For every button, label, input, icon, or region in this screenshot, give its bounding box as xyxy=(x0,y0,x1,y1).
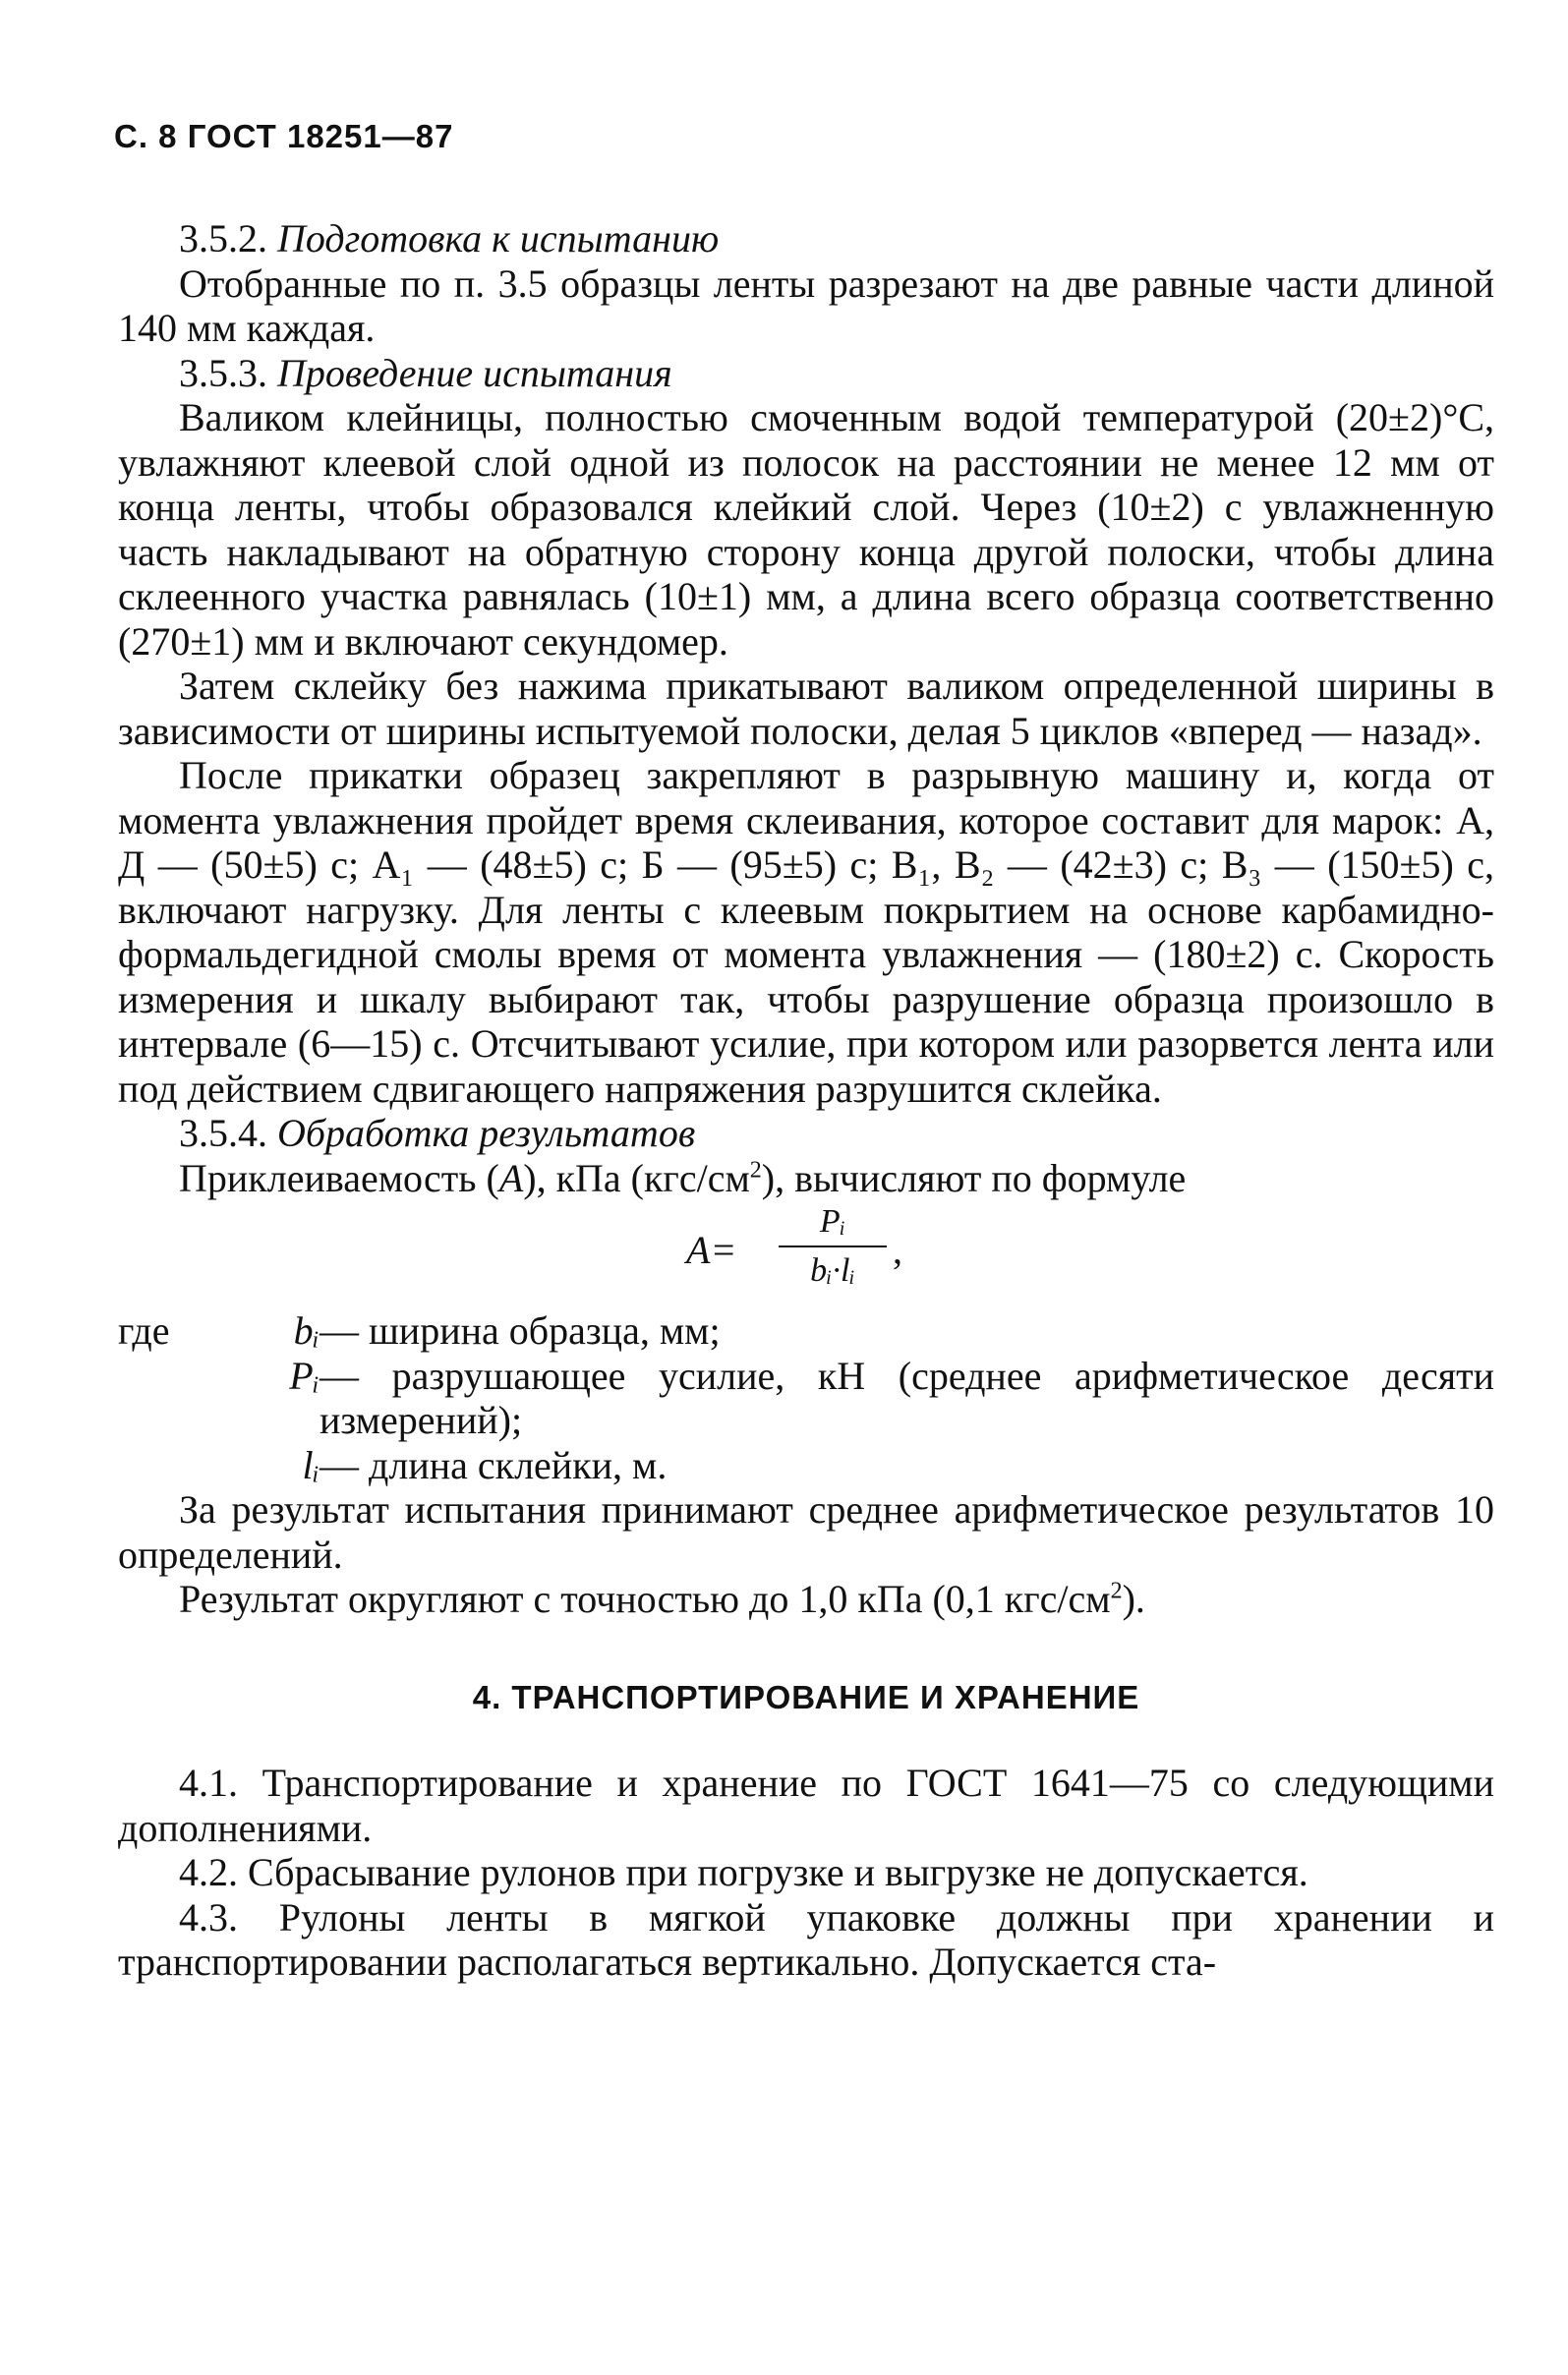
subsection-3-5-3-heading xyxy=(118,351,1494,396)
subsection-number: 3.5.2. xyxy=(179,216,267,261)
section-4-title: 4. ТРАНСПОРТИРОВАНИЕ И ХРАНЕНИЕ xyxy=(472,1678,1140,1715)
subsection-number: 3.5.3. xyxy=(179,350,267,395)
subsection-title: Проведение испытания xyxy=(277,350,672,395)
subsection-number: 3.5.4. xyxy=(179,1111,267,1155)
formula-fraction xyxy=(779,1202,887,1291)
formula-intro xyxy=(118,1156,1494,1201)
where-label: где xyxy=(118,1308,170,1353)
variable-description: — разрушающее усилие, кН (среднее арифметическое десяти измерений); xyxy=(319,1353,1494,1442)
symbol: A xyxy=(498,1155,524,1200)
variable-description: — длина склейки, м. xyxy=(319,1442,668,1487)
variable-definitions xyxy=(118,1308,1494,1487)
rounding-note xyxy=(118,1577,1494,1622)
fraction-bar xyxy=(779,1245,887,1247)
document-body xyxy=(118,216,1494,1985)
page-header: С. 8 ГОСТ 18251—87 xyxy=(114,118,454,154)
section-item: 4.3. Рулоны ленты в мягкой упаковке должны при хранении и транспортировании располагаться вертикально. Допускается ста- xyxy=(118,1894,1494,1984)
definition-row xyxy=(118,1354,1494,1443)
section-item: 4.2. Сбрасывание рулонов при погрузке и выгрузке не допускается. xyxy=(179,1850,1308,1894)
superscript: 2 xyxy=(749,1157,762,1184)
formula-lhs: A= xyxy=(686,1228,737,1272)
superscript: 2 xyxy=(1110,1578,1123,1604)
text-fragment: ), вычисляют по формуле xyxy=(761,1155,1187,1200)
subsection-3-5-4-heading xyxy=(118,1111,1494,1156)
subsection-title: Обработка результатов xyxy=(277,1111,696,1155)
formula xyxy=(118,1200,1494,1308)
paragraph: После прикатки образец закрепляют в разрывную машину и, когда от момента увлажнения пройдет время склеивания, которое составит для марок: А, Д — (50±5) с; А₁ — (48±5) с; Б — (95±5) с; В₁, В₂ — (42±3) с; В₃ — (150±5) с, включают нагрузку. Для ленты с клеевым покрытием на основе карбамидно-формальдегидной смолы время от момента увлажнения — (180±2) с. Скорость измерения и шкалу выбирают так, чтобы разрушение образца произошло в интервале (6—15) с. Отсчитывают усилие, при котором или разорвется лента или под действием сдвигающего напряжения разрушится склейка. xyxy=(118,753,1494,1111)
subsection-title: Подготовка к испытанию xyxy=(277,216,720,261)
formula-numerator: Pᵢ xyxy=(819,1203,846,1240)
section-item: 4.1. Транспортирование и хранение по ГОСТ 1641—75 со следующими дополнениями. xyxy=(118,1761,1494,1850)
text-fragment: ), кПа (кгс/см xyxy=(523,1155,750,1200)
text-fragment: ). xyxy=(1122,1577,1145,1621)
formula-denominator: bᵢ·lᵢ xyxy=(810,1252,855,1289)
definition-row xyxy=(118,1308,1494,1354)
paragraph: Затем склейку без нажима прикатывают валиком определенной ширины в зависимости от ширины испытуемой полоски, делая 5 циклов «вперед — назад». xyxy=(118,664,1494,753)
paragraph: Валиком клейницы, полностью смоченным водой температурой (20±2)°С, увлажняют клеевой слой одной из полосок на расстоянии не менее 12 мм от конца ленты, чтобы образовался клейкий слой. Через (10±2) с увлажненную часть накладывают на обратную сторону конца другой полоски, чтобы длина склеенного участка равнялась (10±1) мм, а длина всего образца соответственно (270±1) мм и включают секундомер. xyxy=(118,395,1494,664)
paragraph: Отобранные по п. 3.5 образцы ленты разрезают на две равные части длиной 140 мм каждая. xyxy=(118,261,1494,350)
variable-symbol: Pᵢ xyxy=(289,1353,319,1398)
variable-symbol: bᵢ xyxy=(293,1308,319,1353)
variable-symbol: lᵢ xyxy=(302,1442,319,1487)
text-fragment: Приклеиваемость ( xyxy=(179,1155,499,1200)
definition-row xyxy=(118,1443,1494,1488)
text-fragment: Результат округляют с точностью до 1,0 кПа (0,1 кгс/см xyxy=(179,1577,1111,1621)
formula-comma: , xyxy=(893,1228,902,1272)
paragraph: За результат испытания принимают среднее арифметическое результатов 10 определений. xyxy=(118,1487,1494,1577)
variable-description: — ширина образца, мм; xyxy=(319,1308,721,1353)
subsection-3-5-2-heading xyxy=(118,216,1494,261)
